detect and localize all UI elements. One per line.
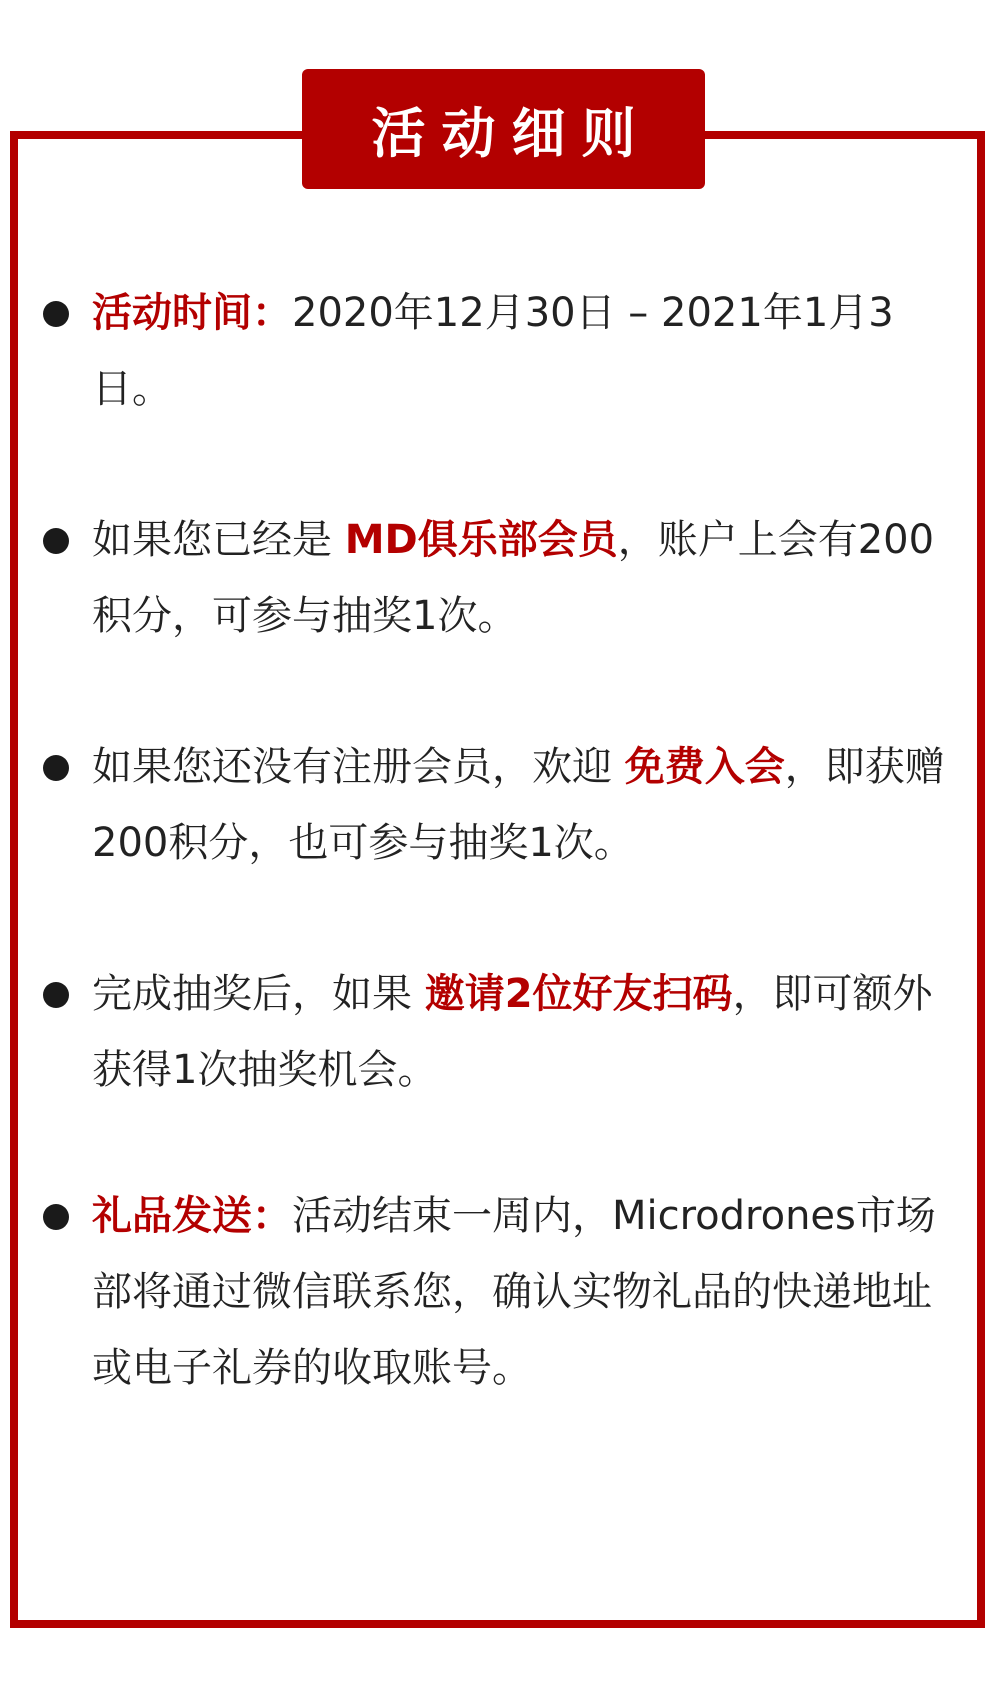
page-title: 活动细则	[371, 101, 652, 165]
bullet-icon	[43, 301, 69, 327]
title-banner	[302, 69, 705, 189]
rule-item-new-member	[40, 729, 970, 881]
bullet-icon	[43, 1204, 69, 1230]
rule-label: 礼品发送：	[92, 1193, 292, 1239]
rule-item-gift-delivery	[40, 1178, 970, 1406]
rule-label: 活动时间：	[92, 290, 292, 336]
bullet-icon	[43, 755, 69, 781]
rule-text: ，即获赠200积分，也可参与抽奖1次。	[92, 744, 945, 866]
rules-list	[40, 275, 970, 1481]
rule-highlight: 邀请2位好友扫码	[424, 971, 733, 1017]
rule-text: ，即可额外获得1次抽奖机会。	[92, 971, 933, 1093]
rule-highlight: MD俱乐部会员	[344, 517, 618, 563]
rule-text: 完成抽奖后，如果	[92, 971, 425, 1017]
bullet-icon	[43, 982, 69, 1008]
rule-text: 如果您还没有注册会员，欢迎	[92, 744, 625, 790]
rule-text: 如果您已经是	[92, 517, 345, 563]
bullet-icon	[43, 528, 69, 554]
rule-text: 活动结束一周内，Microdrones市场部将通过微信联系您，确认实物礼品的快递地址或电子礼券的收取账号。	[92, 1193, 936, 1391]
rule-text: 2020年12月30日 – 2021年1月3日。	[92, 290, 894, 412]
rule-item-invite	[40, 956, 970, 1108]
rule-item-time	[40, 275, 970, 427]
rule-item-existing-member	[40, 502, 970, 654]
rule-text: ，账户上会有200积分，可参与抽奖1次。	[92, 517, 935, 639]
rule-highlight: 免费入会	[624, 744, 785, 790]
